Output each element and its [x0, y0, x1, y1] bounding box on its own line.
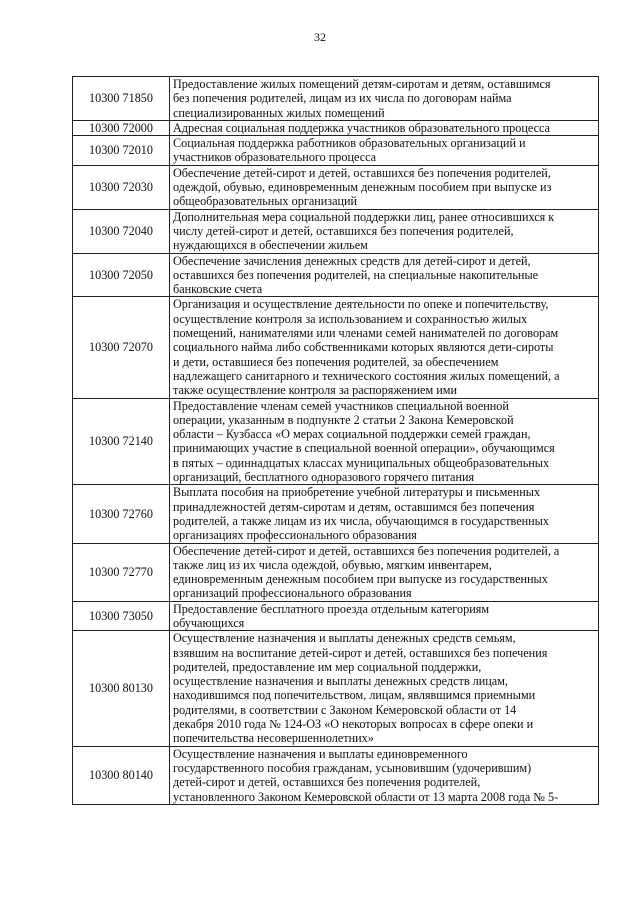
table-row — [73, 253, 599, 297]
description-line: области – Кузбасса «О мерах социальной поддержки семей граждан, — [173, 427, 531, 442]
description-line: одеждой, обувью, единовременным денежным пособием при выпуске из — [173, 180, 552, 195]
row-code: 10300 72760 — [73, 485, 170, 543]
description-line: специализированных жилых помещений — [173, 105, 385, 120]
description-line: социального найма либо собственниками которых являются дети-сироты — [173, 340, 554, 355]
description-line: организациях профессионального образования — [173, 528, 417, 543]
description-line: установленного Законом Кемеровской области от 13 марта 2008 года № 5- — [173, 789, 559, 804]
table-row — [73, 209, 599, 253]
description-line: попечительства несовершеннолетних» — [173, 731, 374, 746]
row-description — [170, 297, 599, 398]
row-code: 10300 72770 — [73, 543, 170, 601]
row-code: 10300 72050 — [73, 253, 170, 297]
description-line: надлежащего санитарного и технического состояния жилых помещений, а — [173, 368, 560, 383]
description-line: осуществление назначения и выплаты денежных средств лицам, — [173, 674, 508, 689]
table-row — [73, 297, 599, 398]
description-line: оставшихся без попечения родителей, на специальные накопительные — [173, 267, 539, 282]
row-code: 10300 72010 — [73, 136, 170, 166]
row-code: 10300 72070 — [73, 297, 170, 398]
description-line: в пятых – одиннадцатых классах муниципальных общеобразовательных — [173, 455, 550, 470]
description-line: Предоставление бесплатного проезда отдельным категориям — [173, 601, 490, 616]
description-line: организаций, бесплатного одноразового горячего питания — [173, 470, 475, 485]
description-line: осуществление контроля за использованием и сохранностью жилых — [173, 311, 528, 326]
description-line: принадлежностей детям-сиротам и детям, оставшимся без попечения — [173, 499, 535, 514]
description-line: родителей, а также лицам из их числа, обучающимся в государственных — [173, 513, 549, 528]
row-description — [170, 77, 599, 121]
description-line: Адресная социальная поддержка участников образовательного процесса — [173, 120, 550, 135]
description-line: Выплата пособия на приобретение учебной литературы и письменных — [173, 485, 541, 500]
description-line: банковские счета — [173, 282, 263, 297]
row-description — [170, 136, 599, 166]
description-line: государственного пособия гражданам, усыновившим (удочерившим) — [173, 760, 532, 775]
description-line: родителей, предоставление им мер социальной поддержки, — [173, 659, 482, 674]
table-row — [73, 601, 599, 631]
description-line: Обеспечение детей-сирот и детей, оставшихся без попечения родителей, а — [173, 543, 560, 558]
table-row — [73, 398, 599, 485]
description-line: Предоставление жилых помещений детям-сиротам и детям, оставшимся — [173, 77, 551, 91]
row-description — [170, 253, 599, 297]
description-line: участников образовательного процесса — [173, 150, 377, 165]
table-row — [73, 631, 599, 746]
table-row — [73, 543, 599, 601]
row-code: 10300 71850 — [73, 77, 170, 121]
description-line: также осуществление контроля за распоряжением ими — [173, 383, 457, 398]
row-code: 10300 73050 — [73, 601, 170, 631]
row-description — [170, 165, 599, 209]
description-line: и дети, оставшиеся без попечения родителей, за обеспечением — [173, 354, 499, 369]
table-row — [73, 136, 599, 166]
row-code: 10300 72000 — [73, 120, 170, 135]
row-description — [170, 209, 599, 253]
row-description — [170, 631, 599, 746]
row-description — [170, 485, 599, 543]
budget-codes-table — [72, 76, 599, 805]
row-code: 10300 80130 — [73, 631, 170, 746]
description-line: Осуществление назначения и выплаты денежных средств семьям, — [173, 631, 516, 646]
row-code: 10300 80140 — [73, 746, 170, 804]
description-line: единовременным денежным пособием при выпуске из государственных — [173, 572, 548, 587]
description-line: Социальная поддержка работников образовательных организаций и — [173, 136, 526, 151]
table-row — [73, 77, 599, 121]
row-code: 10300 72140 — [73, 398, 170, 485]
description-line: обучающихся — [173, 615, 245, 630]
row-description — [170, 746, 599, 804]
row-description — [170, 120, 599, 135]
description-line: декабря 2010 года № 124-ОЗ «О некоторых вопросах в сфере опеки и — [173, 717, 534, 732]
description-line: нуждающихся в обеспечении жильем — [173, 238, 368, 253]
description-line: Осуществление назначения и выплаты единовременного — [173, 746, 468, 761]
description-line: также лиц из их числа одеждой, обувью, мягким инвентарем, — [173, 557, 492, 572]
description-line: без попечения родителей, лицам из их числа по договорам найма — [173, 91, 512, 106]
description-line: числу детей-сирот и детей, оставшихся без попечения родителей, — [173, 223, 514, 238]
description-line: помещений, нанимателями или членами семей нанимателей по договорам — [173, 326, 559, 341]
description-line: операции, указанным в подпункте 2 статьи 2 Закона Кемеровской — [173, 412, 514, 427]
description-line: Организация и осуществление деятельности по опеке и попечительству, — [173, 297, 549, 312]
description-line: организаций профессионального образования — [173, 586, 412, 601]
table-row — [73, 746, 599, 804]
description-line: Предоставление членам семей участников специальной военной — [173, 398, 509, 413]
description-line: Дополнительная мера социальной поддержки лиц, ранее относившихся к — [173, 209, 555, 224]
page-number: 32 — [314, 30, 326, 44]
description-line: общеобразовательных организаций — [173, 194, 358, 209]
row-code: 10300 72030 — [73, 165, 170, 209]
table-body — [73, 77, 599, 805]
description-line: взявшим на воспитание детей-сирот и детей, оставшихся без попечения — [173, 645, 548, 660]
description-line: родителями, в соответствии с Законом Кемеровской области от 14 — [173, 702, 517, 717]
row-code: 10300 72040 — [73, 209, 170, 253]
table-row — [73, 165, 599, 209]
description-line: Обеспечение зачисления денежных средств для детей-сирот и детей, — [173, 253, 531, 268]
description-line: находившимся под попечительством, лицам, являвшимся приемными — [173, 688, 536, 703]
table-row — [73, 485, 599, 543]
description-line: принимающих участие в специальной военной операции», обучающимся — [173, 441, 555, 456]
row-description — [170, 398, 599, 485]
description-line: детей-сирот и детей, оставшихся без попечения родителей, — [173, 775, 481, 790]
row-description — [170, 543, 599, 601]
table-row — [73, 120, 599, 135]
row-description — [170, 601, 599, 631]
description-line: Обеспечение детей-сирот и детей, оставшихся без попечения родителей, — [173, 165, 551, 180]
